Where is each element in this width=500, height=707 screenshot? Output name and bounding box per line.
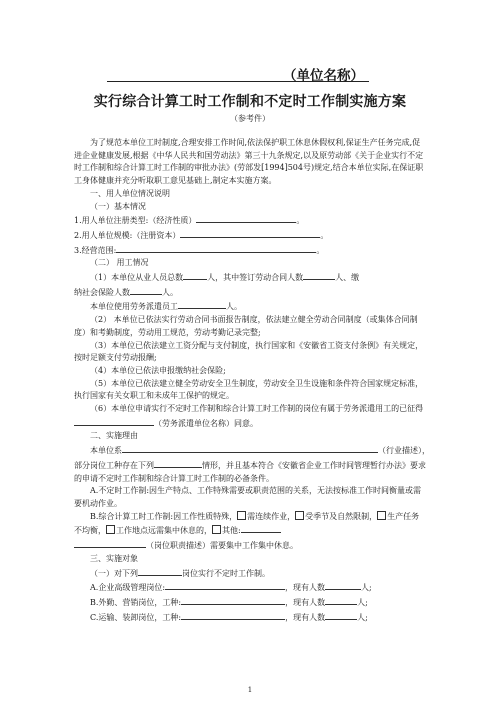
flexible-hours-positions-line: （一）对下列 岗位实行不定时工作制。 — [74, 566, 426, 581]
business-scope-blank — [116, 243, 316, 253]
senior-management-count-blank — [325, 580, 361, 590]
transport-line: C.运输、装卸岗位，工种: ，现有人数 人; — [74, 610, 426, 625]
business-scope-line: 3.经营范围: 。 — [74, 243, 426, 258]
continuous-work-checkbox[interactable] — [237, 511, 246, 520]
section2-heading: 二、实施理由 — [90, 431, 138, 441]
insured-count-line: 纳社会保险人数 人。 — [74, 285, 426, 300]
other-reason-blank — [241, 523, 281, 533]
transport-count-blank — [325, 610, 357, 620]
wage-system-paragraph: （3）本单位已依法建立工资分配与支付制度，执行国家和《安徽省工资支付条例》有关规定，按时足额支付劳动报酬; — [74, 340, 424, 363]
option-b-paragraph: B.综合计算工时工作制:因工作性质特殊， 需连续作业， 受季节及自然限制， 生产任务不均衡， 工作地点远需集中休息的， 其他: — [74, 511, 420, 536]
job-description-blank — [74, 538, 146, 548]
employee-count-line: （1）本单位从业人员总数 人，其中签订劳动合同人数 人、缴 — [74, 270, 426, 285]
unit-scale-blank — [180, 228, 320, 238]
page-number: 1 — [247, 686, 253, 694]
other-checkbox[interactable] — [212, 525, 221, 534]
job-description-line: （岗位职责描述）需要集中工作集中休息。 — [74, 538, 426, 553]
total-staff-blank — [183, 270, 207, 280]
industry-blank — [122, 443, 378, 453]
contract-staff-blank — [303, 270, 335, 280]
document-body — [74, 137, 430, 624]
dispatched-count-line: 本单位使用劳务派遣员工 人。 — [74, 299, 426, 314]
registration-type-blank — [196, 213, 296, 223]
document-title: 实行综合计算工时工作制和不定时工作制实施方案 — [93, 94, 407, 110]
dispatched-staff-blank — [178, 299, 226, 309]
senior-management-blank — [165, 580, 285, 590]
section1-employment-heading: （二） 用工情况 — [90, 258, 149, 268]
uneven-tasks-checkbox[interactable] — [377, 511, 386, 520]
dispatch-consent-paragraph: （6）本单位申请实行不定时工作制和综合计算工时工作制的岗位有属于劳务派遣用工的已征得（劳务派遣单位名称）同意。 — [74, 403, 426, 430]
option-a-paragraph: A.不定时工作制:因生产特点、工作特殊需要或职责范围的关系，无法按标准工作时间衡量或需要机动作业。 — [74, 486, 422, 508]
section1-basic-heading: （一）基本情况 — [90, 201, 146, 211]
seasonal-checkbox[interactable] — [295, 511, 304, 520]
safety-paragraph: （5）本单位已依法建立健全劳动安全卫生制度，劳动安全卫生设施和条件符合国家规定标准，执行国家有关女职工和未成年工保护的规定。 — [74, 378, 424, 401]
registration-type-line: 1.用人单位注册类型:（经济性质） 。 — [74, 213, 426, 228]
transport-blank — [181, 610, 285, 620]
intro-paragraph: 为了规范本单位工时制度,合理安排工作时间,依法保护职工休息休假权利,保证生产任务完成,促进企业健康发展,根据《中华人民共和国劳动法》第三十九条规定,以及原劳动部《关于企业实行不定时工作制和综合计算工时工作制的审批办法》(劳部发[1994]504号)规定,结合本单位实际,在保证职工身体健康并充分听取职工意见基础上,制定本实施方案。 — [74, 138, 424, 186]
field-sales-line: B.外勤、营销岗位，工种: ，现有人数 人; — [74, 595, 426, 610]
section3-heading: 三、实施对象 — [90, 553, 138, 563]
unit-scale-line: 2.用人单位规模:（注册资本） 。 — [74, 228, 426, 243]
labor-contract-paragraph: （2） 本单位已依法实行劳动合同书面报告制度，依法建立健全劳动合同制度（或集体合同制度）和考勤制度，劳动用工规范，劳动考勤记录完整; — [74, 315, 418, 337]
flexible-positions-blank — [138, 566, 182, 576]
unit-name-label: （单位名称） — [283, 68, 364, 84]
dispatch-agency-blank — [74, 416, 154, 426]
social-insurance-paragraph: （4）本单位已依法申报缴纳社会保险; — [90, 365, 226, 375]
insured-staff-blank — [130, 285, 162, 295]
senior-management-line: A.企业高级管理岗位: ，现有人数 人; — [74, 580, 426, 595]
industry-line: 本单位系 （行业描述）， — [74, 443, 426, 458]
document-subtitle: （参考件） — [230, 114, 270, 123]
conditions-blank — [154, 458, 202, 468]
field-sales-blank — [181, 595, 285, 605]
field-sales-count-blank — [325, 595, 357, 605]
unit-name-header — [0, 64, 500, 86]
conditions-paragraph: 部分岗位工种存在下列 情形，并且基本符合《安徽省企业工作时间管理暂行办法》要求的申请不定时工作制和综合计算工时工作制的必备条件。 — [74, 458, 426, 485]
remote-site-checkbox[interactable] — [106, 525, 115, 534]
section1-heading: 一、用人单位情况说明 — [90, 188, 170, 198]
